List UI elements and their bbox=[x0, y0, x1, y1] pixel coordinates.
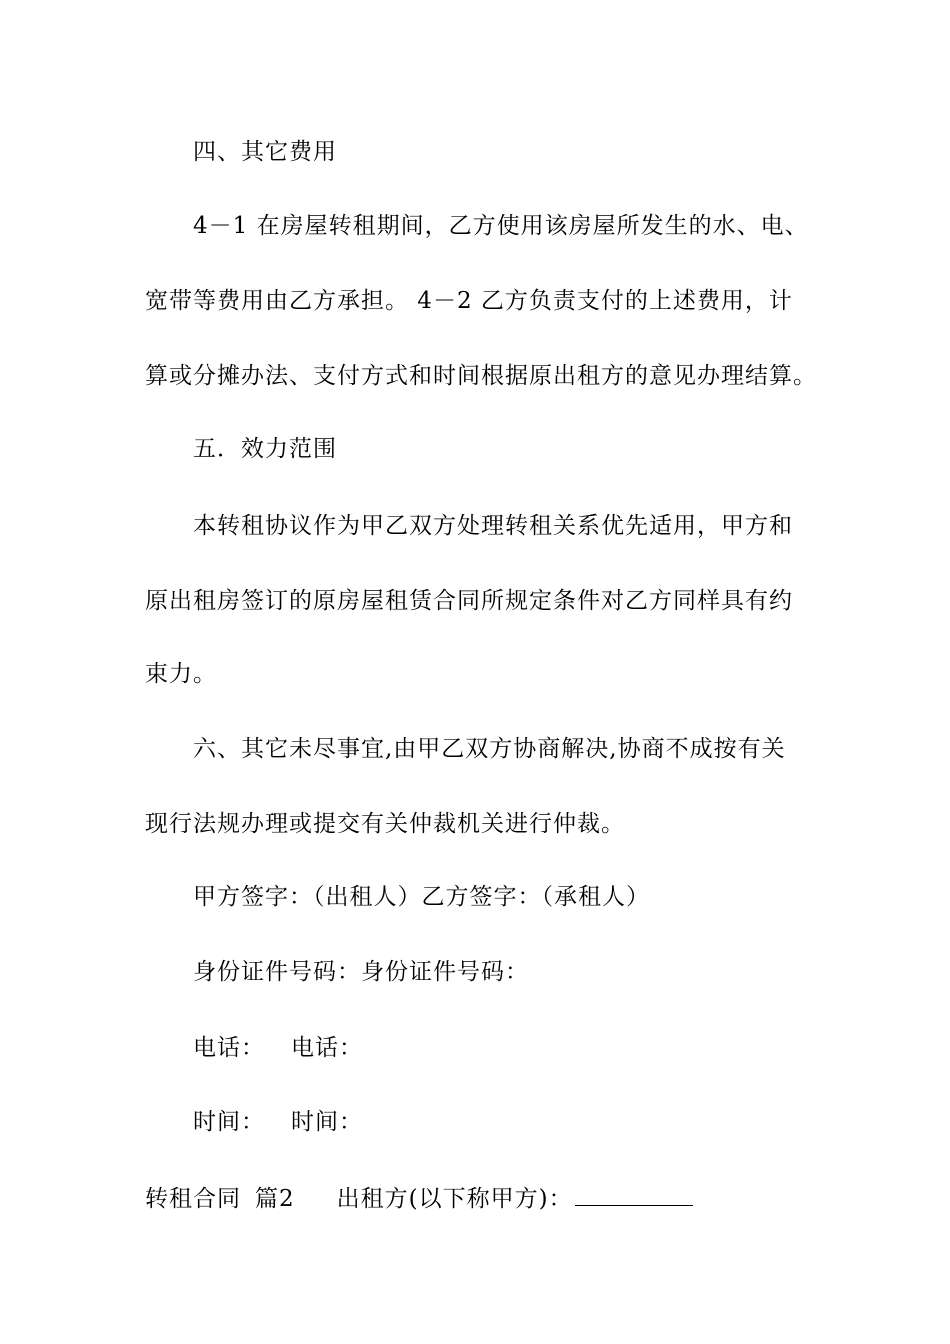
section-5-paragraph-line-2: 原出租房签订的原房屋租赁合同所规定条件对乙方同样具有约 bbox=[145, 588, 793, 614]
section-4-heading: 四、其它费用 bbox=[193, 139, 337, 165]
phone-label-party-a: 电话： bbox=[193, 1035, 265, 1061]
lessor-label: 出租方(以下称甲方)： bbox=[336, 1186, 573, 1212]
lessor-blank-field[interactable] bbox=[575, 1183, 693, 1206]
phone-line bbox=[193, 1033, 363, 1063]
section-4-paragraph-line-1 bbox=[193, 211, 809, 241]
time-label-party-b: 时间： bbox=[291, 1109, 363, 1135]
phone-label-party-b: 电话： bbox=[291, 1035, 363, 1061]
section-5-paragraph-line-3: 束力。 bbox=[145, 661, 217, 687]
section-4-paragraph-text-1: 4－1 在房屋转租期间，乙方使用该房屋所发生的水、电、 bbox=[193, 213, 809, 239]
section-5-heading: 五．效力范围 bbox=[193, 436, 337, 462]
signature-line: 甲方签字：（出租人）乙方签字：（承租人） bbox=[193, 884, 650, 910]
time-line bbox=[193, 1107, 363, 1137]
id-number-line: 身份证件号码：身份证件号码： bbox=[193, 959, 529, 985]
next-contract-header bbox=[145, 1183, 693, 1214]
section-5-paragraph-line-1: 本转租协议作为甲乙双方处理转租关系优先适用，甲方和 bbox=[193, 513, 793, 539]
section-6-line-1: 六、其它未尽事宜,由甲乙双方协商解决,协商不成按有关 bbox=[193, 736, 786, 762]
section-4-paragraph-line-2: 宽带等费用由乙方承担。 4－2 乙方负责支付的上述费用，计 bbox=[145, 288, 793, 314]
next-contract-part: 篇2 bbox=[255, 1186, 295, 1212]
section-6-line-2: 现行法规办理或提交有关仲裁机关进行仲裁。 bbox=[145, 811, 625, 837]
time-label-party-a: 时间： bbox=[193, 1109, 265, 1135]
section-4-paragraph-line-3: 算或分摊办法、支付方式和时间根据原出租方的意见办理结算。 bbox=[145, 363, 817, 389]
next-contract-title: 转租合同 bbox=[145, 1186, 241, 1212]
